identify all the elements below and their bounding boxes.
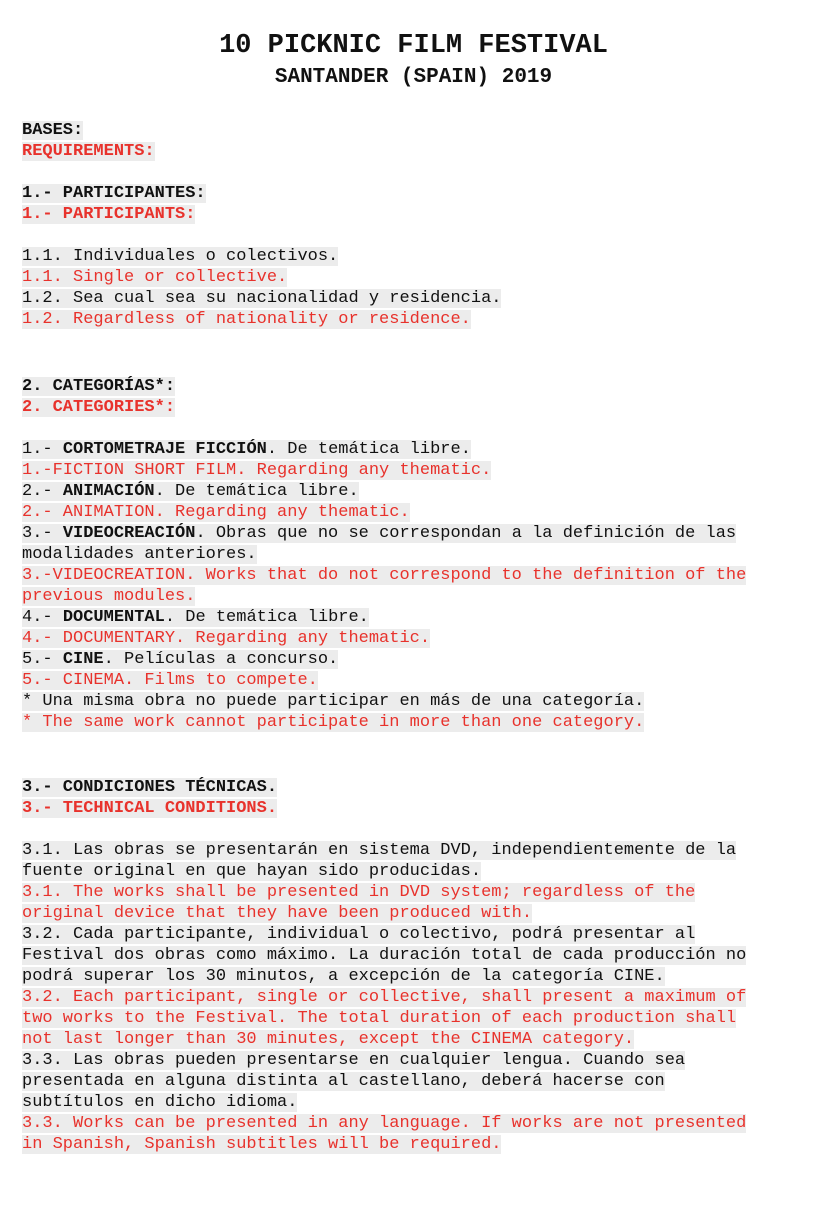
paragraph-3-2-en: two works to the Festival. The total duration of each production shall: [22, 1009, 737, 1028]
item-1-2-en: 1.2. Regardless of nationality or residence.: [22, 310, 471, 329]
paragraph-3-2-es: podrá superar los 30 minutos, a excepción de la categoría CINE.: [22, 967, 665, 986]
category-5-es: 5.- CINE. Películas a concurso.: [22, 650, 339, 669]
paragraph-3-1-en: 3.1. The works shall be presented in DVD system; regardless of the: [22, 883, 696, 902]
paragraph-3-3-es: presentada en alguna distinta al castellano, deberá hacerse con: [22, 1072, 665, 1091]
category-4-es: 4.- DOCUMENTAL. De temática libre.: [22, 608, 369, 627]
category-2-es: 2.- ANIMACIÓN. De temática libre.: [22, 482, 359, 501]
paragraph-3-3-es: 3.3. Las obras pueden presentarse en cualquier lengua. Cuando sea: [22, 1051, 686, 1070]
category-1-en: 1.-FICTION SHORT FILM. Regarding any thematic.: [22, 461, 492, 480]
category-3-en-cont: previous modules.: [22, 587, 196, 606]
paragraph-3-1-es: fuente original en que hayan sido producidas.: [22, 862, 482, 881]
requirements-heading: REQUIREMENTS:: [22, 142, 155, 161]
item-1-1-es: 1.1. Individuales o colectivos.: [22, 247, 339, 266]
paragraph-3-3-en: in Spanish, Spanish subtitles will be required.: [22, 1135, 502, 1154]
section-2-heading-es: 2. CATEGORÍAS*:: [22, 377, 176, 396]
paragraph-3-3-es: subtítulos en dicho idioma.: [22, 1093, 298, 1112]
paragraph-3-1-en: original device that they have been produced with.: [22, 904, 533, 923]
section-2-heading-en: 2. CATEGORIES*:: [22, 398, 176, 417]
category-note-en: * The same work cannot participate in more than one category.: [22, 713, 645, 732]
category-3-es: 3.- VIDEOCREACIÓN. Obras que no se correspondan a la definición de las: [22, 524, 737, 543]
category-note-es: * Una misma obra no puede participar en más de una categoría.: [22, 692, 645, 711]
item-1-1-en: 1.1. Single or collective.: [22, 268, 288, 287]
paragraph-3-2-es: Festival dos obras como máximo. La duración total de cada producción no: [22, 946, 747, 965]
paragraph-3-2-en: not last longer than 30 minutes, except the CINEMA category.: [22, 1030, 635, 1049]
document-subtitle: SANTANDER (SPAIN) 2019: [274, 66, 553, 89]
section-3-heading-es: 3.- CONDICIONES TÉCNICAS.: [22, 778, 278, 797]
document-title: 10 PICKNIC FILM FESTIVAL: [219, 31, 608, 61]
category-3-en: 3.-VIDEOCREATION. Works that do not correspond to the definition of the: [22, 566, 747, 585]
item-1-2-es: 1.2. Sea cual sea su nacionalidad y residencia.: [22, 289, 502, 308]
category-5-en: 5.- CINEMA. Films to compete.: [22, 671, 318, 690]
category-4-en: 4.- DOCUMENTARY. Regarding any thematic.: [22, 629, 431, 648]
section-1-heading-es: 1.- PARTICIPANTES:: [22, 184, 206, 203]
paragraph-3-3-en: 3.3. Works can be presented in any language. If works are not presented: [22, 1114, 747, 1133]
bases-heading: BASES:: [22, 121, 84, 140]
category-3-es-cont: modalidades anteriores.: [22, 545, 257, 564]
section-1-heading-en: 1.- PARTICIPANTS:: [22, 205, 196, 224]
paragraph-3-2-es: 3.2. Cada participante, individual o colectivo, podrá presentar al: [22, 925, 696, 944]
category-2-en: 2.- ANIMATION. Regarding any thematic.: [22, 503, 410, 522]
section-3-heading-en: 3.- TECHNICAL CONDITIONS.: [22, 799, 278, 818]
paragraph-3-2-en: 3.2. Each participant, single or collective, shall present a maximum of: [22, 988, 747, 1007]
category-1-es: 1.- CORTOMETRAJE FICCIÓN. De temática libre.: [22, 440, 471, 459]
paragraph-3-1-es: 3.1. Las obras se presentarán en sistema DVD, independientemente de la: [22, 841, 737, 860]
